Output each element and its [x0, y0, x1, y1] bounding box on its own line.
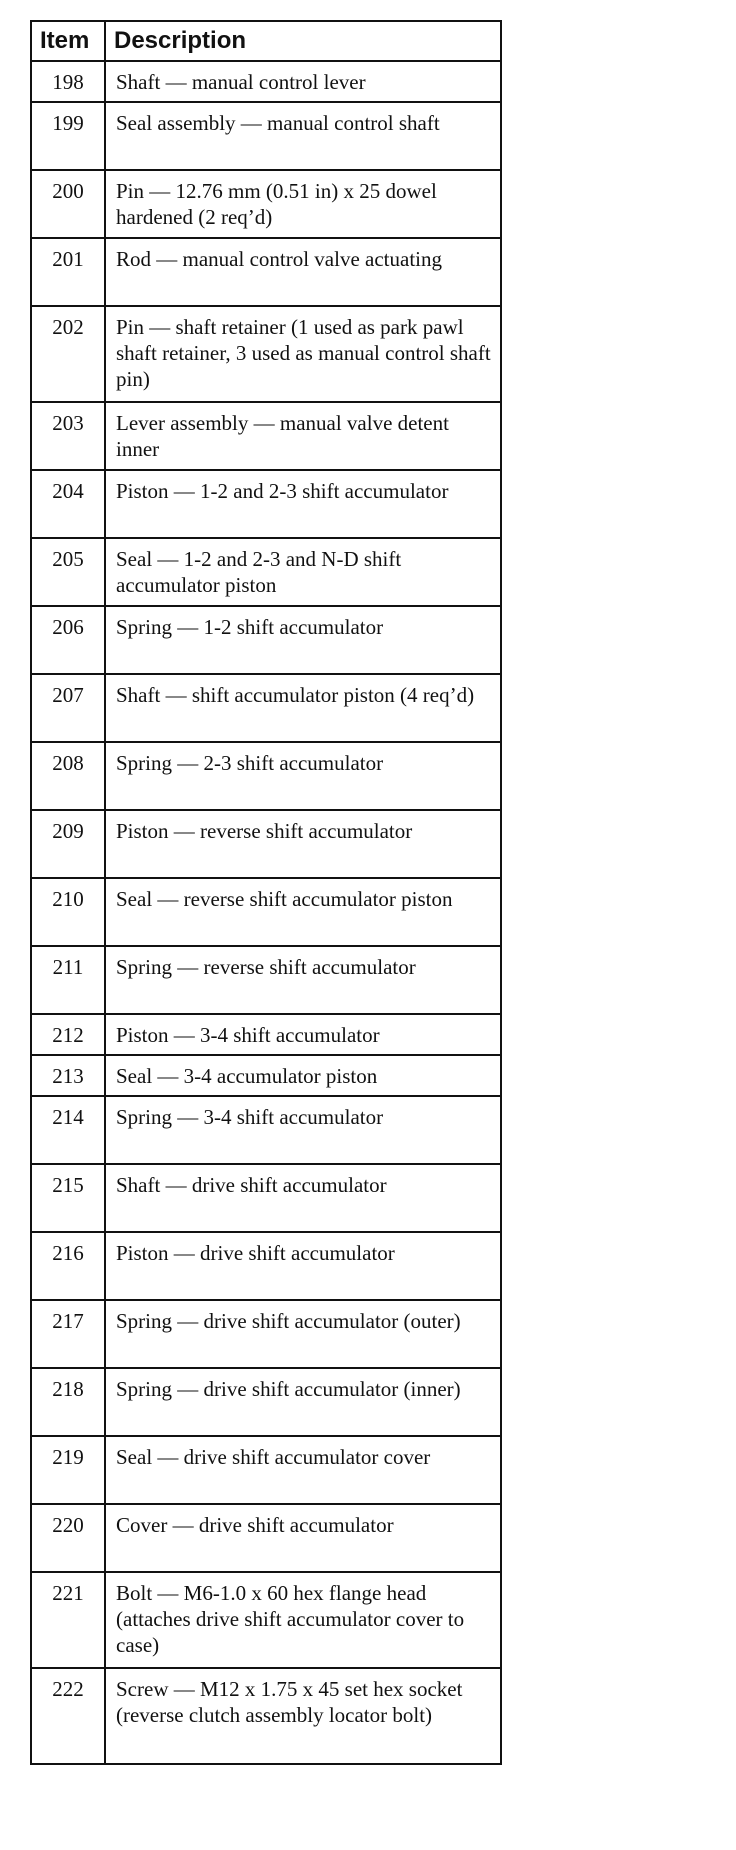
table-row: [31, 102, 501, 170]
item-description: Shaft — shift accumulator piston (4 req’d): [105, 674, 501, 742]
header-item: Item: [31, 21, 105, 61]
table-body: [31, 61, 501, 1764]
item-number: 221: [31, 1572, 105, 1668]
item-description: Seal — drive shift accumulator cover: [105, 1436, 501, 1504]
item-number: 216: [31, 1232, 105, 1300]
item-number: 215: [31, 1164, 105, 1232]
table-row: [31, 1300, 501, 1368]
item-description: Pin — shaft retainer (1 used as park pawl shaft retainer, 3 used as manual control shaft pin): [105, 306, 501, 402]
item-number: 199: [31, 102, 105, 170]
table-row: [31, 170, 501, 238]
item-description: Spring — 1-2 shift accumulator: [105, 606, 501, 674]
item-number: 205: [31, 538, 105, 606]
item-number: 209: [31, 810, 105, 878]
item-description: Lever assembly — manual valve detent inner: [105, 402, 501, 470]
table-row: [31, 878, 501, 946]
table-row: [31, 1668, 501, 1764]
item-description: Seal — reverse shift accumulator piston: [105, 878, 501, 946]
table-row: [31, 538, 501, 606]
item-description: Piston — reverse shift accumulator: [105, 810, 501, 878]
item-number: 212: [31, 1014, 105, 1055]
table-row: [31, 946, 501, 1014]
item-description: Spring — drive shift accumulator (outer): [105, 1300, 501, 1368]
item-number: 214: [31, 1096, 105, 1164]
item-description: Shaft — drive shift accumulator: [105, 1164, 501, 1232]
item-description: Screw — M12 x 1.75 x 45 set hex socket (reverse clutch assembly locator bolt): [105, 1668, 501, 1764]
item-description: Piston — drive shift accumulator: [105, 1232, 501, 1300]
item-number: 204: [31, 470, 105, 538]
table-row: [31, 402, 501, 470]
item-number: 203: [31, 402, 105, 470]
table-row: [31, 1055, 501, 1096]
table-row: [31, 1014, 501, 1055]
item-description: Bolt — M6-1.0 x 60 hex flange head (attaches drive shift accumulator cover to case): [105, 1572, 501, 1668]
item-number: 211: [31, 946, 105, 1014]
item-number: 222: [31, 1668, 105, 1764]
item-description: Pin — 12.76 mm (0.51 in) x 25 dowel hardened (2 req’d): [105, 170, 501, 238]
item-description: Shaft — manual control lever: [105, 61, 501, 102]
table-header-row: [31, 21, 501, 61]
item-description: Piston — 3-4 shift accumulator: [105, 1014, 501, 1055]
item-description: Cover — drive shift accumulator: [105, 1504, 501, 1572]
table-row: [31, 238, 501, 306]
item-number: 217: [31, 1300, 105, 1368]
table-row: [31, 1232, 501, 1300]
table-row: [31, 1436, 501, 1504]
item-description: Rod — manual control valve actuating: [105, 238, 501, 306]
table-row: [31, 1504, 501, 1572]
item-number: 213: [31, 1055, 105, 1096]
item-number: 206: [31, 606, 105, 674]
table-row: [31, 674, 501, 742]
item-number: 201: [31, 238, 105, 306]
parts-table-container: [30, 20, 500, 1765]
item-description: Seal assembly — manual control shaft: [105, 102, 501, 170]
item-number: 210: [31, 878, 105, 946]
item-number: 200: [31, 170, 105, 238]
table-row: [31, 606, 501, 674]
table-row: [31, 470, 501, 538]
table-row: [31, 1368, 501, 1436]
item-description: Piston — 1-2 and 2-3 shift accumulator: [105, 470, 501, 538]
item-description: Seal — 1-2 and 2-3 and N-D shift accumulator piston: [105, 538, 501, 606]
table-row: [31, 306, 501, 402]
item-number: 198: [31, 61, 105, 102]
table-row: [31, 1096, 501, 1164]
item-description: Spring — 3-4 shift accumulator: [105, 1096, 501, 1164]
item-number: 218: [31, 1368, 105, 1436]
table-row: [31, 810, 501, 878]
item-number: 220: [31, 1504, 105, 1572]
table-row: [31, 1164, 501, 1232]
item-number: 208: [31, 742, 105, 810]
item-number: 207: [31, 674, 105, 742]
parts-table: [30, 20, 502, 1765]
item-description: Spring — reverse shift accumulator: [105, 946, 501, 1014]
table-row: [31, 1572, 501, 1668]
table-row: [31, 61, 501, 102]
item-description: Spring — drive shift accumulator (inner): [105, 1368, 501, 1436]
item-description: Seal — 3-4 accumulator piston: [105, 1055, 501, 1096]
item-description: Spring — 2-3 shift accumulator: [105, 742, 501, 810]
header-description: Description: [105, 21, 501, 61]
table-row: [31, 742, 501, 810]
item-number: 202: [31, 306, 105, 402]
item-number: 219: [31, 1436, 105, 1504]
